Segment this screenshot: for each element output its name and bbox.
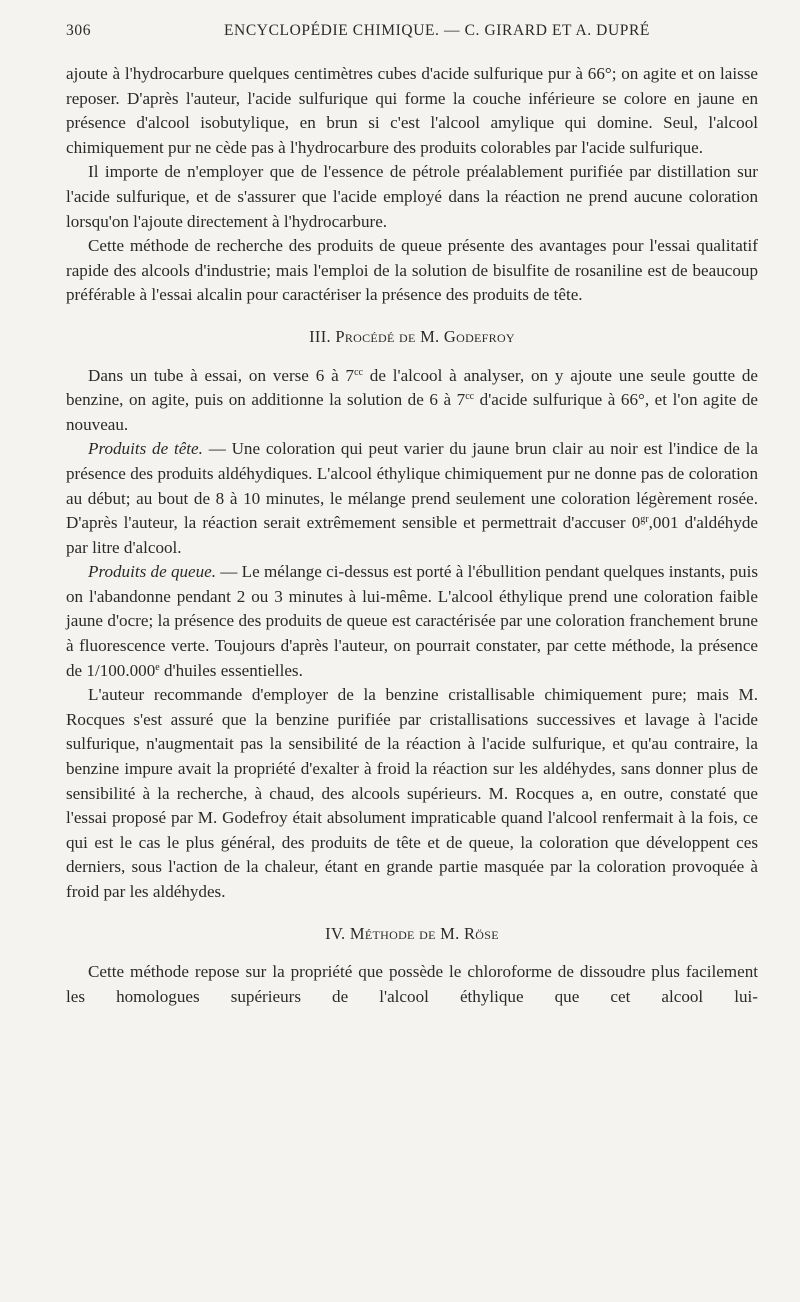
book-page <box>66 22 758 1009</box>
paragraph-continuation: ajoute à l'hydrocarbure quelques centimètres cubes d'acide sulfurique pur à 66°; on agite et on laisse reposer. D'après l'auteur, l'acide sulfurique qui forme la couche inférieure se colore en jaune en présence d'alcool isobutylique, en brun si c'est l'alcool amylique qui domine. Seul, l'alcool chimiquement pur ne cède pas à l'hydrocarbure des produits colorables par l'acide sulfurique. <box>66 64 758 157</box>
section-numeral: IV. <box>325 923 346 943</box>
section-numeral: III. <box>309 326 331 346</box>
section-heading-godefroy <box>66 308 758 364</box>
page-number: 306 <box>66 22 92 39</box>
paragraph-rose-method: Cette méthode repose sur la propriété que possède le chloroforme de dissoudre plus facilement les homologues supérieurs de l'alcool éthylique que cet alcool lui- <box>66 962 758 1006</box>
section-title: Procédé de M. Godefroy <box>335 326 515 346</box>
paragraph-purification: Il importe de n'employer que de l'essence de pétrole préalablement purifiée par distillation sur l'acide sulfurique, et de s'assurer que l'acide employé dans la réaction ne prend aucune coloration lorsqu'on l'ajoute directement à l'hydrocarbure. <box>66 162 758 231</box>
superscript: e <box>155 661 160 673</box>
running-header <box>66 22 758 46</box>
paragraph-procedure <box>66 364 758 438</box>
superscript: gr <box>640 514 649 526</box>
text-run: de l'alcool à analyser, on y ajoute une seule goutte de benzine, on agite, puis on additionne la solution de 6 à 7 <box>66 365 759 410</box>
text-run: d'huiles essentielles. <box>159 660 303 680</box>
text-run: d'acide sulfurique à 66°, et l'on agite de nouveau. <box>66 390 758 434</box>
italic-lead: Produits de tête. <box>88 439 203 459</box>
italic-lead: Produits de queue. <box>88 562 217 582</box>
text-run: ,001 d'aldéhyde par litre d'alcool. <box>66 513 759 557</box>
paragraph-method-advantages: Cette méthode de recherche des produits de queue présente des avantages pour l'essai qualitatif rapide des alcools d'industrie; mais l'emploi de la solution de bisulfite de rosaniline est de beaucoup préférable à l'essai alcalin pour caractériser la présence des produits de tête. <box>66 236 758 305</box>
superscript: cc <box>465 391 475 403</box>
section-title: Méthode de M. Röse <box>349 923 499 943</box>
paragraph-produits-de-queue <box>66 560 758 683</box>
paragraph-rocques-remarks: L'auteur recommande d'employer de la benzine cristallisable chimiquement pure; mais M. Rocques s'est assuré que la benzine purifiée par cristallisations successives et lavage à l'acide sulfurique, n'augmentait pas la sensibilité de la réaction à l'acide sulfurique, et qu'au contraire, la benzine impure avait la propriété d'exalter à froid la réaction sur les aldéhydes, sans donner plus de sensibilité à la recherche, à chaud, des alcools supérieurs. M. Rocques a, en outre, constaté que l'essai proposé par M. Godefroy était absolument impraticable quand l'alcool renfermait à la fois, ce qui est le cas le plus général, des produits de tête et de queue, la coloration que développent ces derniers, sous l'action de la chaleur, étant en grande partie masquée par la coloration provoquée à froid par les aldéhydes. <box>66 685 758 901</box>
superscript: cc <box>354 366 363 378</box>
text-run: — Le mélange ci-dessus est porté à l'ébullition pendant quelques instants, puis on l'abandonne pendant 2 ou 3 minutes à lui-même. L'alcool éthylique prend une coloration faible jaune d'ocre; la présence des produits de queue est caractérisée par une coloration franchement brune à fluorescence verte. Toujours d'après l'auteur, on pourrait constater, par cette méthode, la présence de 1/100.000 <box>66 562 758 680</box>
paragraph-produits-de-tete <box>66 437 758 560</box>
section-heading-rose <box>66 905 758 961</box>
text-run: — Une coloration qui peut varier du jaune brun clair au noir est l'indice de la présence des produits aldéhydiques. L'alcool éthylique chimiquement pur ne donne pas de coloration au début; au bout de 8 à 10 minutes, le mélange prend seulement une coloration légèrement rosée. D'après l'auteur, la réaction serait extrêmement sensible et permettrait d'accuser 0 <box>66 439 758 533</box>
running-title: ENCYCLOPÉDIE CHIMIQUE. — C. GIRARD ET A. DUPRÉ <box>223 22 650 39</box>
text-run: Dans un tube à essai, on verse 6 à 7 <box>88 365 355 385</box>
